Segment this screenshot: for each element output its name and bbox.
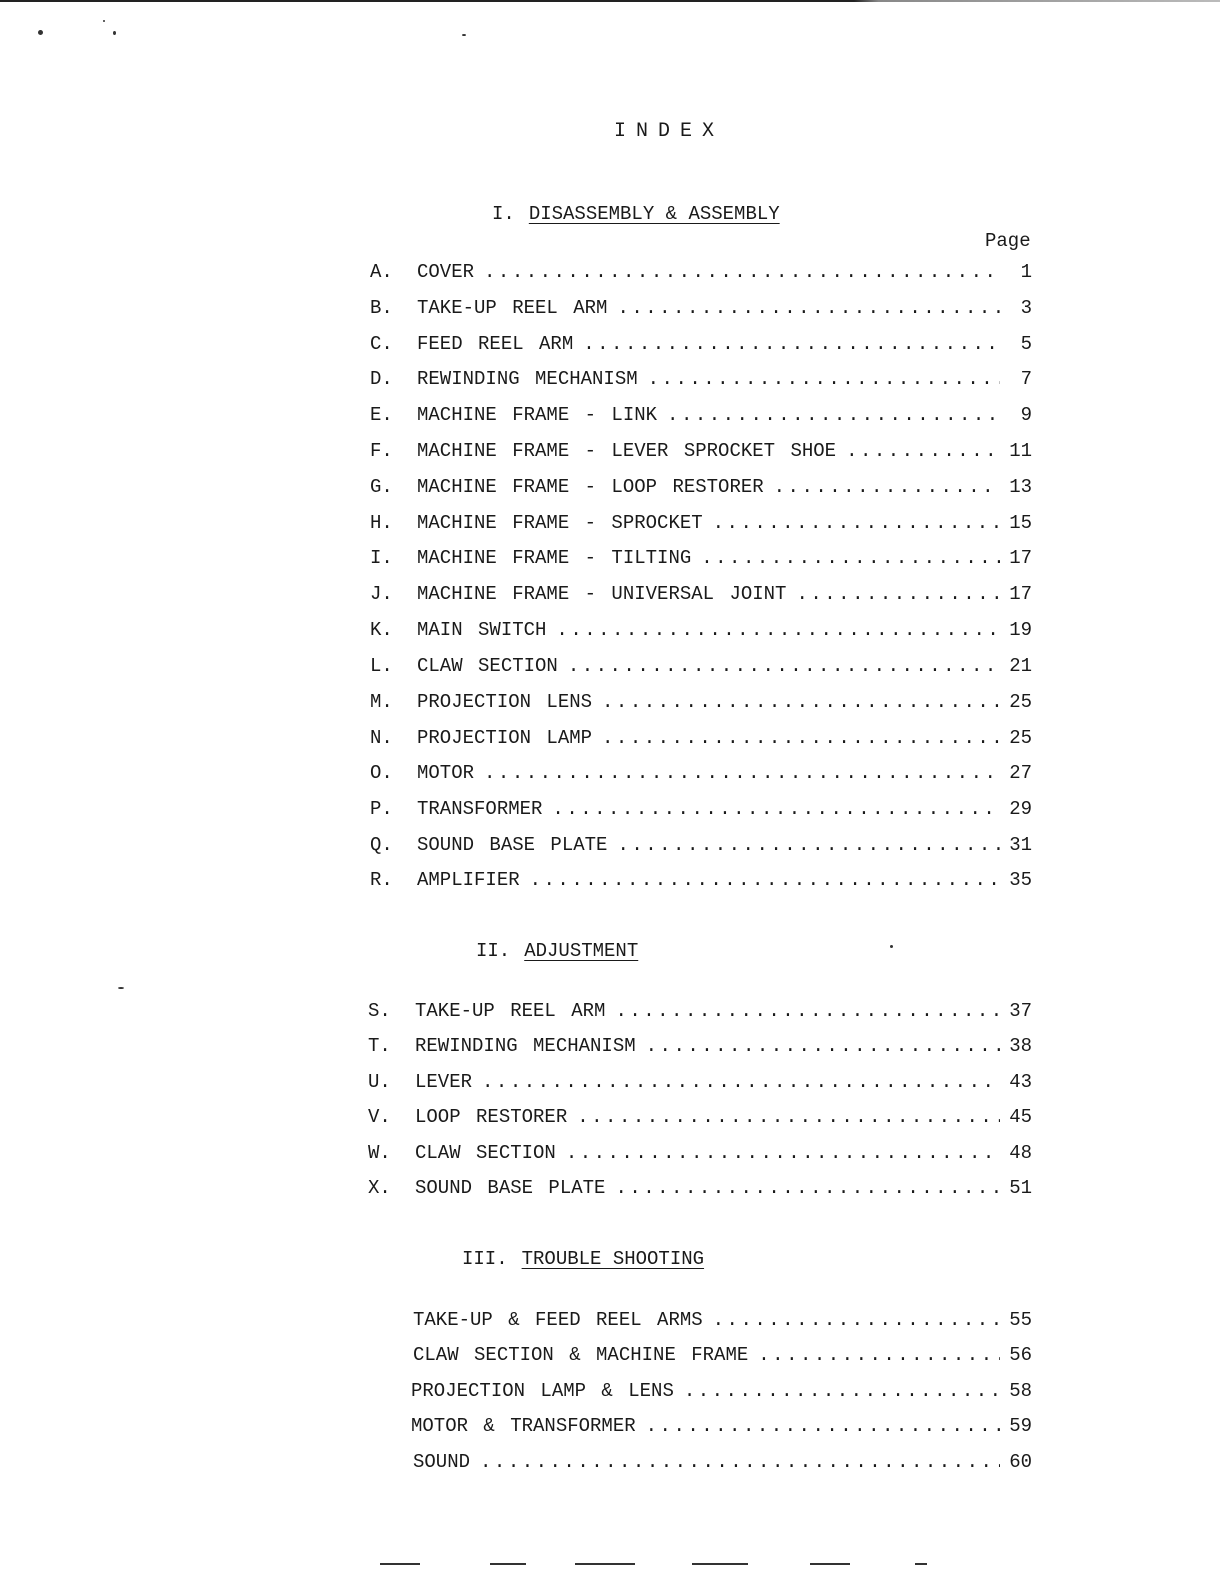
dot-leader xyxy=(577,1106,1000,1128)
toc-entry[interactable] xyxy=(368,1177,1032,1207)
toc-entry[interactable] xyxy=(368,1000,1032,1030)
entry-title: FEED REEL ARM xyxy=(417,333,574,355)
dot-leader xyxy=(617,834,1000,856)
toc-entry[interactable] xyxy=(413,1309,1032,1339)
toc-entry[interactable] xyxy=(368,1142,1032,1172)
entry-title: TAKE-UP & FEED REEL ARMS xyxy=(413,1309,703,1331)
toc-entry[interactable] xyxy=(370,440,1032,470)
entry-page: 9 xyxy=(1020,404,1032,426)
dot-leader xyxy=(602,727,1000,749)
toc-entry[interactable] xyxy=(370,655,1032,685)
toc-entry[interactable] xyxy=(413,1451,1032,1481)
entry-title: REWINDING MECHANISM xyxy=(415,1035,636,1057)
dot-leader xyxy=(615,1177,1000,1199)
entry-page: 60 xyxy=(1009,1451,1032,1473)
entry-title: PROJECTION LAMP xyxy=(417,727,593,749)
entry-page: 17 xyxy=(1009,583,1032,605)
entry-page: 27 xyxy=(1009,762,1032,784)
dot-leader xyxy=(648,368,1000,390)
dot-leader xyxy=(796,583,1000,605)
entry-page: 48 xyxy=(1009,1142,1032,1164)
dot-leader xyxy=(484,762,1000,784)
entry-letter: E. xyxy=(370,404,393,426)
entry-letter: A. xyxy=(370,261,393,283)
dot-leader xyxy=(667,404,1000,426)
entry-title: MACHINE FRAME - LINK xyxy=(417,404,658,426)
entry-letter: M. xyxy=(370,691,393,713)
entry-title: MACHINE FRAME - UNIVERSAL JOINT xyxy=(417,583,787,605)
entry-title: MACHINE FRAME - TILTING xyxy=(417,547,692,569)
dot-leader xyxy=(480,1451,1000,1473)
page-column-label: Page xyxy=(985,230,1031,252)
dot-leader xyxy=(615,1000,1000,1022)
dot-leader xyxy=(684,1380,1000,1402)
entry-letter: X. xyxy=(368,1177,391,1199)
dot-leader xyxy=(482,1071,1000,1093)
entry-letter: I. xyxy=(370,547,393,569)
entry-letter: N. xyxy=(370,727,393,749)
toc-entry[interactable] xyxy=(370,476,1032,506)
entry-title: LEVER xyxy=(415,1071,473,1093)
dot-leader xyxy=(552,798,1000,820)
toc-entry[interactable] xyxy=(370,512,1032,542)
section-heading-1 xyxy=(492,203,780,225)
entry-title: AMPLIFIER xyxy=(417,869,520,891)
entry-page: 59 xyxy=(1009,1415,1032,1437)
toc-entry[interactable] xyxy=(370,869,1032,899)
entry-page: 51 xyxy=(1009,1177,1032,1199)
entry-title: SOUND BASE PLATE xyxy=(415,1177,606,1199)
dot-leader xyxy=(617,297,1000,319)
toc-entry[interactable] xyxy=(370,333,1032,363)
entry-page: 31 xyxy=(1009,834,1032,856)
toc-entry[interactable] xyxy=(413,1344,1032,1374)
entry-page: 37 xyxy=(1009,1000,1032,1022)
entry-page: 13 xyxy=(1009,476,1032,498)
entry-title: SOUND BASE PLATE xyxy=(417,834,608,856)
dot-leader xyxy=(602,691,1000,713)
entry-title: CLAW SECTION xyxy=(415,1142,556,1164)
dot-leader xyxy=(846,440,1000,462)
entry-letter: V. xyxy=(368,1106,391,1128)
section-number: III. xyxy=(462,1248,508,1270)
dot-leader xyxy=(758,1344,1000,1366)
toc-entry[interactable] xyxy=(370,368,1032,398)
scan-speck xyxy=(113,31,116,35)
dot-leader xyxy=(646,1035,1000,1057)
toc-entry[interactable] xyxy=(368,1035,1032,1065)
entry-title: LOOP RESTORER xyxy=(415,1106,568,1128)
entry-letter: Q. xyxy=(370,834,393,856)
section-title: ADJUSTMENT xyxy=(524,940,639,962)
entry-page: 55 xyxy=(1009,1309,1032,1331)
entry-page: 19 xyxy=(1009,619,1032,641)
entry-title: MAIN SWITCH xyxy=(417,619,547,641)
section-number: I. xyxy=(492,203,515,225)
entry-letter: C. xyxy=(370,333,393,355)
entry-page: 35 xyxy=(1009,869,1032,891)
dot-leader xyxy=(713,1309,1000,1331)
index-title: INDEX xyxy=(613,120,724,143)
toc-entry[interactable] xyxy=(368,1106,1032,1136)
entry-page: 43 xyxy=(1009,1071,1032,1093)
entry-title: TAKE-UP REEL ARM xyxy=(417,297,608,319)
dot-leader xyxy=(583,333,1000,355)
entry-letter: T. xyxy=(368,1035,391,1057)
entry-letter: D. xyxy=(370,368,393,390)
entry-letter: H. xyxy=(370,512,393,534)
entry-letter: W. xyxy=(368,1142,391,1164)
entry-page: 15 xyxy=(1009,512,1032,534)
entry-title: PROJECTION LAMP & LENS xyxy=(411,1380,674,1402)
entry-title: MOTOR & TRANSFORMER xyxy=(411,1415,636,1437)
entry-title: MOTOR xyxy=(417,762,475,784)
entry-letter: P. xyxy=(370,798,393,820)
toc-entry[interactable] xyxy=(370,691,1032,721)
toc-entry[interactable] xyxy=(411,1380,1032,1410)
toc-entry[interactable] xyxy=(370,547,1032,577)
entry-title: CLAW SECTION xyxy=(417,655,558,677)
toc-entry[interactable] xyxy=(370,404,1032,434)
entry-page: 5 xyxy=(1020,333,1032,355)
entry-letter: G. xyxy=(370,476,393,498)
scan-speck xyxy=(38,30,43,35)
scan-speck xyxy=(890,945,893,948)
section-title: TROUBLE SHOOTING xyxy=(521,1248,705,1270)
top-scan-rule xyxy=(0,0,1220,2)
scan-speck xyxy=(462,34,466,36)
entry-page: 11 xyxy=(1009,440,1032,462)
scan-speck xyxy=(118,987,124,989)
entry-title: TAKE-UP REEL ARM xyxy=(415,1000,606,1022)
bottom-scan-marks xyxy=(380,1563,940,1567)
dot-leader xyxy=(646,1415,1000,1437)
dot-leader xyxy=(484,261,1000,283)
entry-page: 21 xyxy=(1009,655,1032,677)
entry-page: 3 xyxy=(1020,297,1032,319)
entry-title: MACHINE FRAME - SPROCKET xyxy=(417,512,703,534)
entry-page: 25 xyxy=(1009,691,1032,713)
entry-title: REWINDING MECHANISM xyxy=(417,368,638,390)
section-heading-2 xyxy=(476,940,638,962)
entry-page: 56 xyxy=(1009,1344,1032,1366)
toc-entry[interactable] xyxy=(370,727,1032,757)
toc-entry[interactable] xyxy=(370,762,1032,792)
entry-page: 45 xyxy=(1009,1106,1032,1128)
entry-title: COVER xyxy=(417,261,475,283)
dot-leader xyxy=(530,869,1000,891)
entry-letter: F. xyxy=(370,440,393,462)
entry-title: MACHINE FRAME - LEVER SPROCKET SHOE xyxy=(417,440,837,462)
dot-leader xyxy=(713,512,1000,534)
dot-leader xyxy=(774,476,1000,498)
toc-entry[interactable] xyxy=(411,1415,1032,1445)
dot-leader xyxy=(566,1142,1000,1164)
entry-title: PROJECTION LENS xyxy=(417,691,593,713)
entry-page: 29 xyxy=(1009,798,1032,820)
section-number: II. xyxy=(476,940,511,962)
section-title: DISASSEMBLY & ASSEMBLY xyxy=(528,203,780,225)
entry-page: 17 xyxy=(1009,547,1032,569)
toc-entry[interactable] xyxy=(370,583,1032,613)
entry-letter: K. xyxy=(370,619,393,641)
toc-entry[interactable] xyxy=(370,798,1032,828)
entry-page: 38 xyxy=(1009,1035,1032,1057)
entry-title: TRANSFORMER xyxy=(417,798,543,820)
entry-letter: U. xyxy=(368,1071,391,1093)
section-heading-3 xyxy=(462,1248,704,1270)
dot-leader xyxy=(556,619,1000,641)
toc-entry[interactable] xyxy=(368,1071,1032,1101)
entry-page: 1 xyxy=(1020,261,1032,283)
entry-title: SOUND xyxy=(413,1451,471,1473)
entry-title: CLAW SECTION & MACHINE FRAME xyxy=(413,1344,749,1366)
toc-entry[interactable] xyxy=(370,619,1032,649)
dot-leader xyxy=(701,547,1000,569)
entry-letter: L. xyxy=(370,655,393,677)
toc-entry[interactable] xyxy=(370,834,1032,864)
entry-page: 58 xyxy=(1009,1380,1032,1402)
entry-page: 7 xyxy=(1020,368,1032,390)
toc-entry[interactable] xyxy=(370,261,1032,291)
entry-page: 25 xyxy=(1009,727,1032,749)
dot-leader xyxy=(568,655,1000,677)
entry-letter: B. xyxy=(370,297,393,319)
entry-letter: R. xyxy=(370,869,393,891)
entry-letter: O. xyxy=(370,762,393,784)
scan-speck xyxy=(103,20,105,22)
entry-letter: J. xyxy=(370,583,393,605)
toc-entry[interactable] xyxy=(370,297,1032,327)
entry-letter: S. xyxy=(368,1000,391,1022)
entry-title: MACHINE FRAME - LOOP RESTORER xyxy=(417,476,764,498)
